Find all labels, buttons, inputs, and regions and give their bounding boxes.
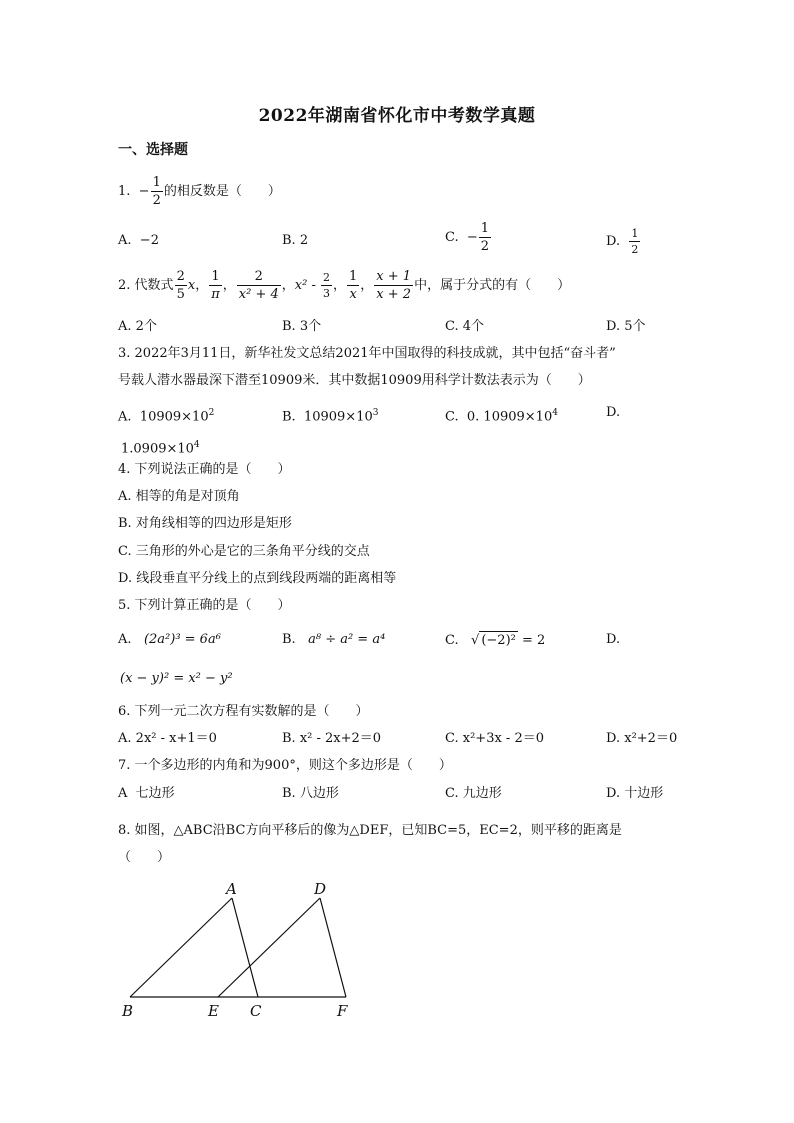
question-4-stem: 4. 下列说法正确的是（ ） xyxy=(118,462,291,477)
question-8-line-1: 8. 如图，△ABC沿BC方向平移后的像为△DEF，已知BC=5，EC=2，则平移的距离是 xyxy=(118,823,622,838)
q1-option-d: D. $\frac{1}{2}$ xyxy=(606,227,639,256)
q3-option-a: A. $10909\times 10^2$ xyxy=(118,408,215,425)
q2-option-d: D. 5个 xyxy=(606,319,646,334)
q7-option-b: B. 八边形 xyxy=(282,786,339,801)
question-1-stem: 1. − $\frac{1}{2}$ 的相反数是（ ） xyxy=(118,175,281,208)
q5-option-a: A. (2a²)³ = 6a⁶ xyxy=(118,632,221,647)
q1-option-a: A. −2 xyxy=(118,233,159,248)
q2-option-b: B. 3个 xyxy=(282,319,322,334)
q4-option-b: B. 对角线相等的四边形是矩形 xyxy=(118,516,292,531)
q5-option-b: B. a⁸ ÷ a² = a⁴ xyxy=(282,632,386,647)
q6-option-b: B. x² - 2x+2＝0 xyxy=(282,731,382,746)
q7-option-d: D. 十边形 xyxy=(606,786,664,801)
point-label-a: A xyxy=(226,880,237,898)
q4-option-c: C. 三角形的外心是它的三条角平分线的交点 xyxy=(118,544,370,559)
q6-option-d: D. x²+2＝0 xyxy=(606,731,678,746)
q5-option-c: C. √ (−2)² = 2 xyxy=(445,633,546,648)
q2-option-c: C. 4个 xyxy=(445,319,485,334)
question-7-stem: 7. 一个多边形的内角和为900°，则这个多边形是（ ） xyxy=(118,758,452,773)
question-3-line-2: 号载人潜水器最深下潜至10909米．其中数据10909用科学计数法表示为（ ） xyxy=(118,373,591,388)
q1-option-b: B. 2 xyxy=(282,233,309,248)
q7-option-a: A 七边形 xyxy=(118,786,175,801)
section-heading: 一、选择题 xyxy=(118,142,188,158)
q3-option-d-label: D. xyxy=(606,405,621,420)
q7-option-c: C. 九边形 xyxy=(445,786,502,801)
point-label-f: F xyxy=(337,1002,348,1020)
q6-option-a: A. 2x² - x+1＝0 xyxy=(118,731,217,746)
segment-ba xyxy=(130,898,232,997)
q3-option-d-value: $1.0909\times 10^4$ xyxy=(121,440,200,457)
page-title: 2022年湖南省怀化市中考数学真题 xyxy=(258,106,536,126)
point-label-d: D xyxy=(314,880,327,898)
q3-option-c: C. 0. $10909\times 10^4$ xyxy=(445,408,558,425)
q4-option-d: D. 线段垂直平分线上的点到线段两端的距离相等 xyxy=(118,571,397,586)
question-5-stem: 5. 下列计算正确的是（ ） xyxy=(118,598,291,613)
question-8-line-2: （ ） xyxy=(118,850,171,865)
segment-ed xyxy=(218,898,320,997)
q4-option-a: A. 相等的角是对顶角 xyxy=(118,489,240,504)
q2-option-a: A. 2个 xyxy=(118,319,157,334)
segment-df xyxy=(320,898,346,997)
question-6-stem: 6. 下列一元二次方程有实数解的是（ ） xyxy=(118,704,369,719)
point-label-c: C xyxy=(250,1002,262,1020)
q5-option-d-label: D. xyxy=(606,632,621,647)
q6-option-c: C. x²+3x - 2＝0 xyxy=(445,731,545,746)
question-3-line-1: 3. 2022年3月11日，新华社发文总结2021年中国取得的科技成就，其中包括“奋斗者” xyxy=(118,346,616,361)
point-label-b: B xyxy=(122,1002,134,1020)
question-2-stem: 2. 代数式 $\frac{2}{5}$ x， $\frac{1}{\pi}$ ， $\frac{2}{\text{x² + 4}}$ ，x² - $\frac{2}{3}$ ， $\frac{1}{x}$ ， $\frac{x + 1}{x + 2}$ 中，属于分式的有（ ） xyxy=(118,269,571,302)
segment-ac xyxy=(232,898,258,997)
q3-option-b: B. $10909\times 10^3$ xyxy=(282,408,379,425)
q1-option-c: C. − $\frac{1}{2}$ xyxy=(445,221,490,254)
point-label-e: E xyxy=(208,1002,219,1020)
q5-option-d-value: (x − y)² = x² − y² xyxy=(120,671,233,686)
